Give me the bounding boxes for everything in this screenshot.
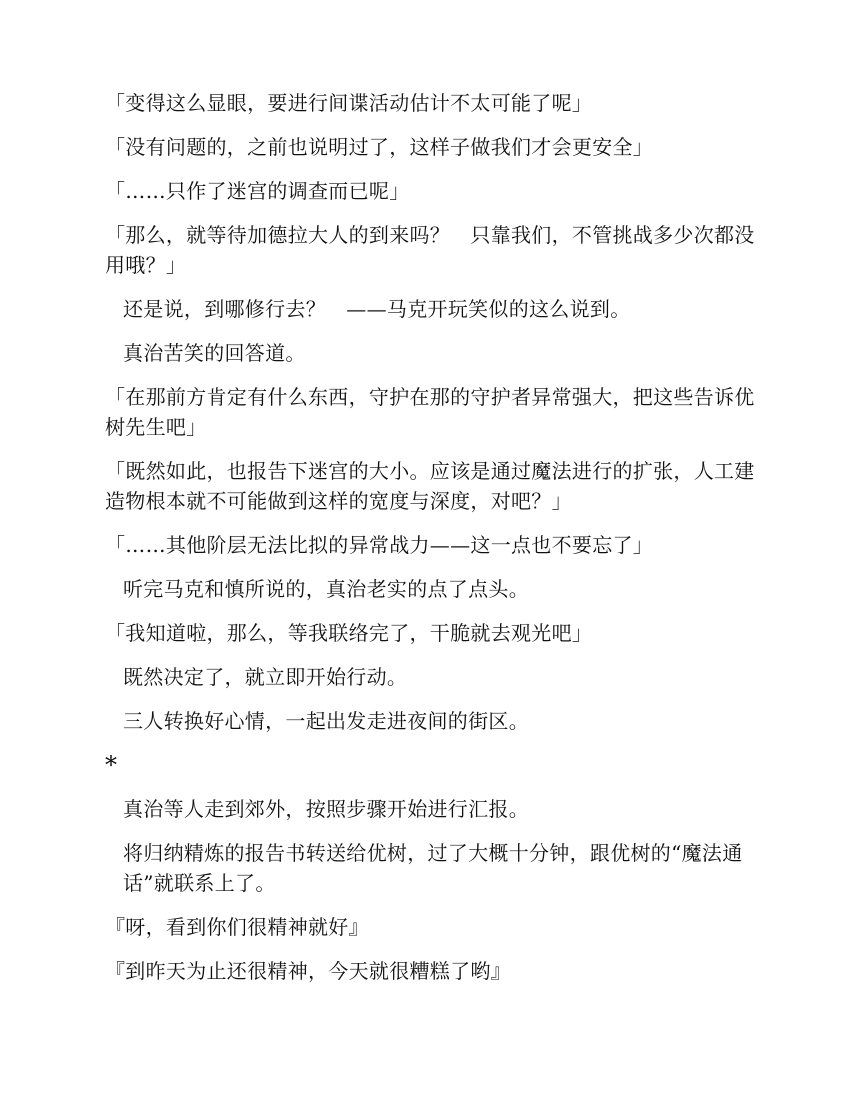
paragraph-dialogue: 「……只作了迷宫的调查而已呢」 [105,179,410,203]
document-body [105,88,755,1000]
paragraph-dialogue: 『呀，看到你们很精神就好』 [105,915,369,939]
paragraph-dialogue: 『到昨天为止还很精神，今天就很糟糕了哟』 [105,959,511,983]
paragraph-narration: 真治等人走到郊外，按照步骤开始进行汇报。 [123,797,529,821]
paragraph-dialogue: 「我知道啦，那么，等我联络完了，干脆就去观光吧」 [105,621,593,645]
paragraph-dialogue: 「在那前方肯定有什么东西，守护在那的守护者异常强大，把这些告诉优树先生吧」 [105,385,755,439]
paragraph-narration: 三人转换好心情，一起出发走进夜间的街区。 [123,709,529,733]
paragraph-dialogue: 「……其他阶层无法比拟的异常战力——这一点也不要忘了」 [105,533,654,557]
paragraph-dialogue: 「既然如此，也报告下迷宫的大小。应该是通过魔法进行的扩张，人工建造物根本就不可能做到这样的宽度与深度，对吧？」 [105,459,755,513]
paragraph-dialogue: 「没有问题的，之前也说明过了，这样子做我们才会更安全」 [105,135,654,159]
paragraph-dialogue: 「变得这么显眼，要进行间谍活动估计不太可能了呢」 [105,91,593,115]
section-separator: * [105,751,118,779]
paragraph-narration: 将归纳精炼的报告书转送给优树，过了大概十分钟，跟优树的“魔法通话”就联系上了。 [123,841,743,895]
paragraph-dialogue: 「那么，就等待加德拉大人的到来吗？ 只靠我们，不管挑战多少次都没用哦？」 [105,223,755,277]
paragraph-narration: 听完马克和慎所说的，真治老实的点了点头。 [123,577,529,601]
paragraph-narration: 既然决定了，就立即开始行动。 [123,665,408,689]
paragraph-narration: 还是说，到哪修行去？ ——马克开玩笑似的这么说到。 [123,297,631,321]
paragraph-narration: 真治苦笑的回答道。 [123,341,306,365]
